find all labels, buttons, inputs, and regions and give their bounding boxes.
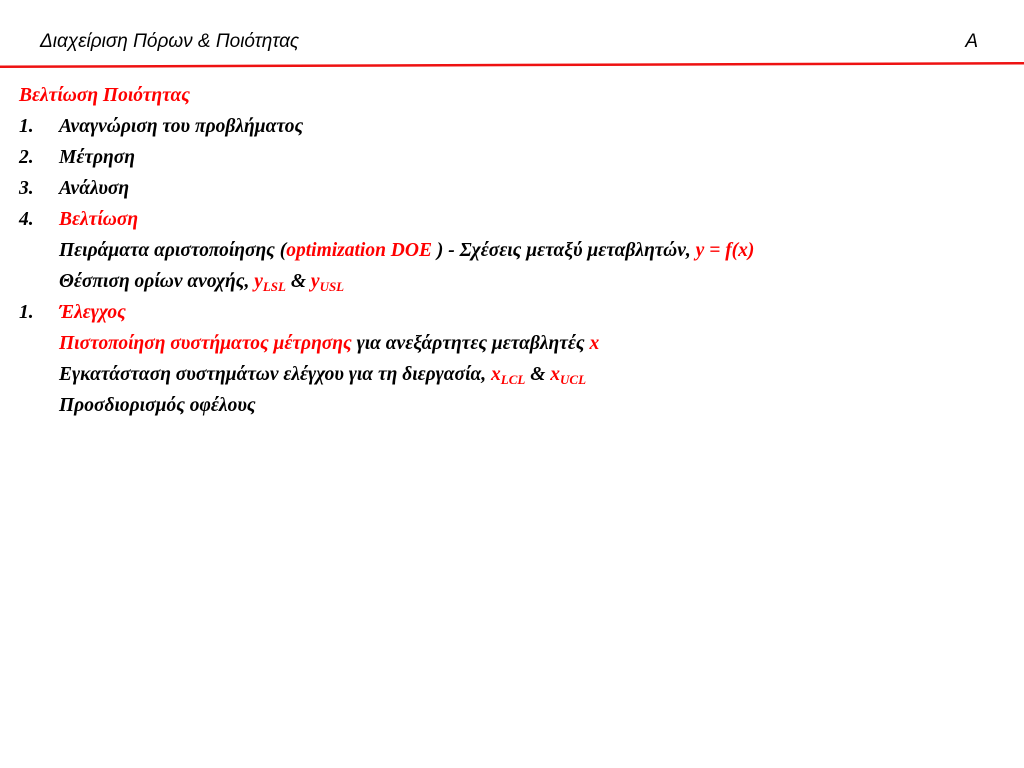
ucl-symbol: $x_{UCL}$: [550, 364, 587, 387]
lsl-symbol: $y_{LSL}$: [254, 271, 286, 294]
list-item-label: Έλεγχος: [59, 302, 126, 323]
header-divider: [0, 62, 1024, 68]
list-number: 2.: [19, 147, 34, 168]
formula: y = f(x): [695, 240, 755, 261]
slide-body: [19, 80, 1009, 421]
list-number: 1.: [19, 302, 34, 323]
section-heading: Βελτίωση Ποιότητας: [19, 85, 190, 106]
doe-term: optimization DOE: [286, 240, 432, 261]
usl-symbol: $y_{USL}$: [310, 271, 345, 294]
list-number: 1.: [19, 116, 34, 137]
slide-header-title: Διαχείριση Πόρων & Ποιότητας: [40, 31, 300, 52]
list-item: [19, 297, 1009, 328]
list-item-label: Αναγνώριση του προβλήματος: [59, 116, 304, 137]
tolerance-line: Θέσπιση ορίων ανοχής, $y_{LSL}$ & $y_{USL}$: [59, 271, 345, 294]
list-item: [19, 142, 1009, 173]
lcl-symbol: $x_{LCL}$: [491, 364, 526, 387]
list-item-label: Μέτρηση: [59, 147, 135, 168]
control-limits-line: Εγκατάσταση συστημάτων ελέγχου για τη διεργασία, $x_{LCL}$ & $x_{UCL}$: [59, 364, 587, 387]
slide-header-label: Α: [965, 31, 978, 52]
x-symbol: x: [589, 333, 600, 354]
list-number: 4.: [19, 209, 34, 230]
list-number: 3.: [19, 178, 34, 199]
benefit-line: Προσδιορισμός οφέλους: [59, 395, 256, 416]
list-item-label: Ανάλυση: [59, 178, 130, 199]
improvement-detail-line: Πειράματα αριστοποίησης (optimization DOE ) - Σχέσεις μεταξύ μεταβλητών, y = f(x): [59, 240, 755, 261]
list-item: [19, 111, 1009, 142]
control-detail-line: Πιστοποίηση συστήματος μέτρησης για ανεξάρτητες μεταβλητές x: [59, 333, 600, 354]
list-item: [19, 204, 1009, 235]
list-item-label: Βελτίωση: [59, 209, 139, 230]
list-item: [19, 173, 1009, 204]
